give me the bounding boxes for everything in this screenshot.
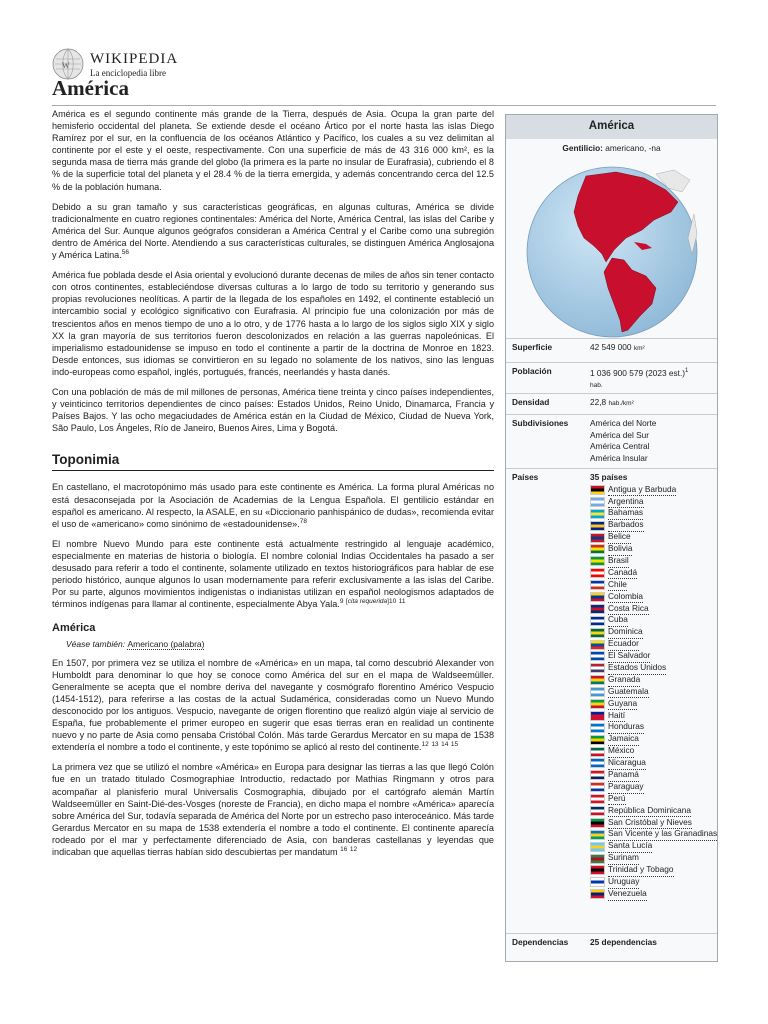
citation-ref[interactable]: 8 (303, 517, 307, 525)
flag-icon (590, 580, 605, 590)
country-item[interactable] (590, 710, 714, 722)
superficie-number: 42 549 000 (590, 342, 632, 352)
citation-ref[interactable]: 9 (339, 598, 344, 606)
country-item[interactable] (590, 496, 714, 508)
flag-icon (590, 556, 605, 566)
lead-paragraph-1: América es el segundo continente más grande de la Tierra, después de Asia. Ocupa la gran parte del hemisferio occidental del planeta. Se extiende desde el océano Ártico por el norte hasta las islas Diego Ramírez por el sur, en la confluencia de los océanos Atlántico y Pacífico, los cuales a su vez delimitan al continente por el este y el oeste, respectivamente. Con una superficie de más de 43 316 000 km², es la segunda masa de tierra más grande del globo (la primera es la parte no insular de Eurafrasia), cubriendo el 8 % de la superficie total del planeta y el 28.4 % de la tierra emergida, y además concentrando cerca del 12.5 % de la población humana. (52, 109, 494, 192)
toponimia-paragraph-2 (52, 538, 494, 611)
country-item[interactable] (590, 757, 714, 769)
citation-ref[interactable]: 5 (121, 249, 126, 256)
subdivision-link[interactable]: América del Sur (590, 429, 650, 440)
country-link[interactable]: República Dominicana (608, 805, 691, 818)
flag-icon (590, 544, 605, 554)
flag-icon (590, 509, 605, 519)
country-item[interactable] (590, 746, 714, 758)
densidad-unit: hab./km² (608, 400, 634, 407)
flag-icon (590, 640, 605, 650)
infobox-gentilicio (506, 139, 717, 155)
flag-icon (590, 818, 605, 828)
country-link[interactable]: Colombia (608, 591, 643, 604)
country-link[interactable]: El Salvador (608, 650, 650, 663)
country-link[interactable]: Perú (608, 793, 626, 806)
country-link[interactable]: Dominica (608, 626, 643, 639)
gentilicio-label: Gentilicio: (562, 142, 603, 153)
flag-icon (590, 521, 605, 531)
country-item[interactable] (590, 841, 714, 853)
country-item[interactable] (590, 865, 714, 877)
densidad-label: Densidad (512, 397, 550, 407)
country-link[interactable]: Argentina (608, 496, 644, 509)
country-link[interactable]: Chile (608, 579, 627, 592)
america-paragraph-1 (52, 657, 494, 754)
country-item[interactable] (590, 686, 714, 698)
country-item[interactable] (590, 555, 714, 567)
subsection-heading-america: América (52, 622, 96, 635)
country-link[interactable]: Surinam (608, 852, 639, 865)
subdivisiones-label: Subdivisiones (512, 418, 569, 428)
country-item[interactable] (590, 543, 714, 555)
country-item[interactable] (590, 662, 714, 674)
country-item[interactable] (590, 674, 714, 686)
infobox-row-dependencias (506, 933, 717, 962)
country-link[interactable]: México (608, 745, 634, 758)
dependencias-label: Dependencias (512, 937, 569, 947)
subdivisiones-list (590, 418, 714, 464)
country-link[interactable]: Santa Lucía (608, 840, 652, 853)
toponimia-paragraph-2-text: El nombre Nuevo Mundo para este continente está actualmente restringido al lenguaje académico, especialmente en materias de historia o biología. El nombre colonial Indias Occidentales ha pasado a ser desusado para referir a todo el continente, solamente utilizado en textos historiográficos para hablar de ese periodo histórico, aunque algunos lo usan modernamente para referir exclusivamente a las islas del Caribe. Por su parte, algunos movimientos indigenistas o indianistas utilizan en español neologismos adaptados de términos indígenas para llamar al continente, especialmente Abya Yala. (52, 538, 494, 610)
country-item[interactable] (590, 853, 714, 865)
country-item[interactable] (590, 888, 714, 900)
citation-needed-text[interactable]: cita requerida (347, 598, 388, 606)
title-divider (52, 105, 716, 106)
flag-icon (590, 568, 605, 578)
lead-paragraph-3: América fue poblada desde el Asia oriental y evolucionó durante decenas de miles de años sin tener contacto con otros continentes, estableciéndose diversas culturas a lo largo de todo su territorio y generando sus propias revoluciones neolíticas. A partir de la llegada de los españoles en 1492, el continente estableció un intercambio social y ecológico significativo con Eurafrasia. Al principio fue una colonización por más de trescientos años en menos tiempo de uno a lo otro, y de 1776 hasta a lo largo de los siglos siglo XIX y siglo XX la gran mayoría de sus territorios fueron descolonizados en relación a las guerras napoleónicas. El imperialismo estadounidense se impuso en todo el continente a partir de la doctrina de Monroe en 1823. Desde entonces, sus idiomas se convirtieron en su legado no solamente de los nativos, sino las lenguas indo-europeas como español, inglés, portugués, francés, neerlandés y hasta danés. (52, 270, 494, 377)
country-link[interactable]: Trinidad y Tobago (608, 864, 674, 877)
flag-icon (590, 889, 605, 899)
citation-ref[interactable]: 11 (398, 598, 406, 606)
country-link[interactable]: Guyana (608, 698, 637, 711)
flag-icon (590, 782, 605, 792)
country-link[interactable]: Costa Rica (608, 603, 649, 616)
flag-icon (590, 628, 605, 638)
country-item[interactable] (590, 627, 714, 639)
flag-icon (590, 854, 605, 864)
section-heading-toponimia: Toponimia (52, 454, 494, 471)
flag-icon (590, 865, 605, 875)
flag-icon (590, 604, 605, 614)
country-link[interactable]: Ecuador (608, 638, 639, 651)
country-link[interactable]: Nicaragua (608, 757, 646, 770)
flag-icon (590, 592, 605, 602)
infobox-row-paises (506, 468, 717, 934)
superficie-label: Superficie (512, 342, 553, 352)
poblacion-number: 1 036 900 579 (2023 est.) (590, 367, 686, 378)
article-body (52, 108, 494, 866)
citation-ref[interactable]: 16 (340, 845, 348, 853)
country-item[interactable] (590, 603, 714, 615)
dependencias-value: 25 dependencias (590, 937, 657, 947)
gentilicio-value: americano, -na (605, 142, 661, 153)
flag-icon (590, 830, 605, 840)
country-item[interactable] (590, 650, 714, 662)
country-item[interactable] (590, 781, 714, 793)
country-item[interactable] (590, 876, 714, 888)
flag-icon (590, 497, 605, 507)
country-item[interactable] (590, 734, 714, 746)
country-link[interactable]: Estados Unidos (608, 662, 666, 675)
lead-paragraph-4: Con una población de más de mil millones de personas, América tiene treinta y cinco países independientes, y veinticinco territorios dependientes de cinco países: Estados Unidos, Reino Unido, Dinamarca, Francia y Países Bajos. Y las ocho megaciudades de América están en la Ciudad de México, Ciudad de Nueva York, São Paulo, Los Ángeles, Río de Janeiro, Buenos Aires, Lima y Bogotá. (52, 386, 494, 434)
country-item[interactable] (590, 639, 714, 651)
infobox-title: América (506, 115, 717, 139)
flag-icon (590, 758, 605, 768)
country-list (590, 483, 718, 900)
flag-icon (590, 533, 605, 543)
infobox (505, 114, 718, 962)
toponimia-paragraph-1-text: En castellano, el macrotopónimo más usado para este continente es América. La forma plural Américas no está desaconsejada por la Asociación de Academias de la Lengua Española. El gentilicio estándar en español es americano. Al respecto, la ASALE, en su «Diccionario panhispánico de dudas», recomienda evitar el uso de «americano» como sinónimo de «estadounidense». (52, 482, 494, 529)
infobox-row-superficie (506, 338, 717, 363)
country-link[interactable]: Granada (608, 674, 640, 687)
country-item[interactable] (590, 484, 714, 496)
svg-text:W: W (62, 61, 70, 70)
hatnote (66, 638, 494, 650)
poblacion-unit: hab. (590, 382, 603, 390)
flag-icon (590, 723, 605, 733)
toponimia-paragraph-1 (52, 481, 494, 529)
citation-ref[interactable]: 13 (431, 741, 439, 749)
country-link[interactable]: Honduras (608, 721, 644, 734)
citation-ref[interactable]: 14 (441, 741, 449, 749)
hatnote-link[interactable]: Americano (palabra) (127, 639, 205, 650)
flag-icon (590, 675, 605, 685)
citation-ref[interactable]: 6 (125, 249, 130, 256)
citation-ref[interactable]: 12 (349, 845, 358, 853)
flag-icon (590, 663, 605, 673)
country-item[interactable] (590, 508, 714, 520)
lead-paragraph-2-text: Debido a su gran tamaño y sus características geográficas, en algunas culturas, América se divide tradicionalmente en cuatro regiones continentales: América del Norte, América Central, las islas del Caribe y América del Sur. Aunque algunos geógrafos consideran a América Central y el Caribe como una subregión dentro de América del Norte. Atendiendo a sus características culturales, se distinguen América Anglosajona y América Latina. (52, 201, 494, 261)
country-link[interactable]: Barbados (608, 519, 644, 532)
citation-ref[interactable]: 15 (450, 741, 459, 749)
citation-ref[interactable]: 12 (421, 741, 429, 749)
country-link[interactable]: Cuba (608, 614, 628, 627)
densidad-number: 22,8 (590, 397, 607, 407)
paises-label: Países (512, 472, 539, 482)
country-link[interactable]: Panamá (608, 769, 639, 782)
densidad-value (590, 397, 714, 410)
flag-icon (590, 711, 605, 721)
paises-count: 35 países (590, 472, 628, 482)
country-item[interactable] (590, 817, 714, 829)
country-item[interactable] (590, 828, 718, 841)
flag-icon (590, 877, 605, 887)
country-item[interactable] (590, 769, 714, 781)
america-paragraph-2 (52, 761, 494, 858)
citation-ref[interactable]: 10 (388, 598, 397, 606)
country-link[interactable]: Jamaica (608, 733, 639, 746)
country-item[interactable] (590, 722, 714, 734)
lead-paragraph-2 (52, 201, 494, 261)
hatnote-label: Véase también: (66, 639, 126, 650)
country-link[interactable]: Paraguay (608, 781, 644, 794)
country-link[interactable]: Guatemala (608, 686, 649, 699)
america-paragraph-1-text: En 1507, por primera vez se utiliza el nombre de «América» en un mapa, tal como descubrió Alexander von Humboldt para denominar lo que hoy se conoce como América del sur en el mapa de Waldseemüller. Generalmente se acepta que el nombre deriva del navegante y cosmógrafo florentino Américo Vespucio (1454-1512), para referirse a las costas de la actual Sudamérica, consideradas como un Nuevo Mundo desconocido por los antiguos. Vespucio, navegante de origen florentino que realizó algún viaje al servicio de España, fue probablemente el primer europeo en sugerir que esas tierras eran en realidad un continente nuevo y no parte de Asia como pensaba Cristóbal Colón. Más tarde Gerardus Mercator en su mapa de 1538 extendería el nombre a todo el continente, y este topónimo se aplicó al resto del continente. (52, 657, 494, 753)
subdivision-link[interactable]: América Central (590, 441, 650, 452)
flag-icon (590, 485, 605, 495)
country-item[interactable] (590, 567, 714, 579)
country-item[interactable] (590, 698, 714, 710)
flag-icon (590, 842, 605, 852)
citation-ref[interactable]: 1 (685, 368, 689, 374)
flag-icon (590, 735, 605, 745)
country-item[interactable] (590, 805, 714, 817)
country-item[interactable] (590, 591, 714, 603)
page-title: América (52, 76, 129, 100)
country-link[interactable]: Uruguay (608, 876, 639, 889)
superficie-value (590, 342, 714, 355)
flag-icon (590, 806, 605, 816)
country-link[interactable]: Canadá (608, 567, 637, 580)
poblacion-value (590, 366, 714, 392)
paises-list (590, 472, 718, 900)
country-item[interactable] (590, 615, 714, 627)
flag-icon (590, 794, 605, 804)
country-link[interactable]: San Cristóbal y Nieves (608, 817, 692, 830)
citation-ref[interactable]: 7 (299, 517, 304, 525)
country-link[interactable]: Haití (608, 710, 625, 723)
wikipedia-wordmark[interactable]: WIKIPEDIA (90, 51, 179, 67)
country-link[interactable]: Venezuela (608, 888, 647, 901)
country-item[interactable] (590, 793, 714, 805)
citation-needed[interactable]: [cita requerida] (345, 598, 389, 606)
country-link[interactable]: San Vicente y las Granadinas (608, 828, 717, 841)
america-paragraph-2-text: La primera vez que se utilizó el nombre «América» en Europa para designar las tierras a las que llegó Colón fue en un tratado titulado Cosmographiae Introductio, redactado por Mathias Ringmann y otros para acompañar al planisferio mural Universalis Cosmographia, dibujado por el cartógrafo alemán Martín Waldseemüller en Saint-Dié-des-Vosges (noreste de Francia), en dicho mapa el nombre «América» aparecía sobre América del Sur, todavía separada de América del Norte por un estrecho paso interoceánico. Más tarde Gerardus Mercator en su mapa de 1538 extendería el nombre a todo el continente. El continente aparecía rodeado por el mar y perfectamente diferenciado de Asia, con banderas castellanas y leyendas que indicaban que aquellas tierras habían sido descubiertas per mandatum (52, 762, 494, 857)
flag-icon (590, 651, 605, 661)
infobox-row-subdivisiones (506, 414, 717, 469)
americas-globe-map[interactable] (506, 154, 717, 342)
flag-icon (590, 699, 605, 709)
wikipedia-tagline: La enciclopedia libre (90, 68, 166, 78)
country-link[interactable]: Bahamas (608, 507, 643, 520)
subdivision-link[interactable]: América Insular (590, 452, 648, 463)
country-link[interactable]: Antigua y Barbuda (608, 484, 676, 497)
infobox-row-densidad (506, 393, 717, 415)
country-item[interactable] (590, 520, 714, 532)
infobox-map[interactable] (506, 154, 717, 342)
poblacion-label: Población (512, 366, 552, 376)
superficie-unit: km² (633, 345, 645, 352)
flag-icon (590, 747, 605, 757)
flag-icon (590, 770, 605, 780)
flag-icon (590, 616, 605, 626)
country-link[interactable]: Belice (608, 531, 631, 544)
country-item[interactable] (590, 579, 714, 591)
flag-icon (590, 687, 605, 697)
subdivision-link[interactable]: América del Norte (590, 418, 657, 428)
country-link[interactable]: Brasil (608, 555, 629, 568)
country-link[interactable]: Bolivia (608, 543, 632, 556)
infobox-row-poblacion (506, 362, 717, 394)
country-item[interactable] (590, 532, 714, 544)
